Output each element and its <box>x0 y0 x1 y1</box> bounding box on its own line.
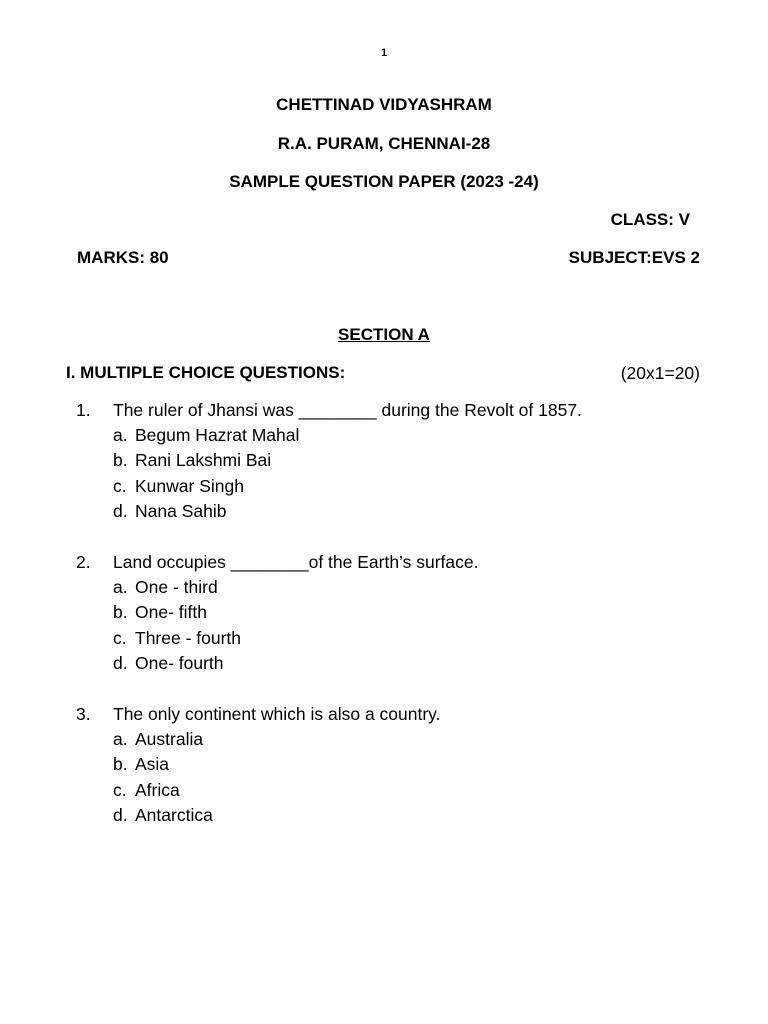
option-text: Africa <box>135 779 180 800</box>
option-letter: c. <box>113 779 127 800</box>
option-letter: b. <box>113 602 128 623</box>
option-letter: a. <box>113 577 128 597</box>
option-letter: b. <box>113 754 128 775</box>
question-1 <box>76 398 716 524</box>
option-text: Asia <box>135 754 170 775</box>
option-text: One - third <box>135 577 218 597</box>
option-c <box>76 626 716 651</box>
option-d <box>76 803 716 828</box>
option-letter: d. <box>113 804 128 825</box>
option-text: Australia <box>135 729 204 749</box>
question-text: The ruler of Jhansi was ________ during the Revolt of 1857. <box>113 400 582 420</box>
section-heading: I. MULTIPLE CHOICE QUESTIONS: <box>66 363 346 382</box>
school-name: CHETTINAD VIDYASHRAM <box>276 95 492 114</box>
option-text: Three - fourth <box>135 627 242 648</box>
option-text: Antarctica <box>135 804 213 825</box>
option-b <box>76 600 716 625</box>
question-3 <box>76 702 716 828</box>
section-title: SECTION A <box>338 325 430 344</box>
marks-label: MARKS: 80 <box>77 248 169 267</box>
section-marks: (20x1=20) <box>620 363 700 383</box>
option-letter: a. <box>113 425 128 445</box>
school-address: R.A. PURAM, CHENNAI-28 <box>277 134 491 153</box>
class-label: CLASS: V <box>610 210 690 229</box>
option-letter: a. <box>113 729 128 749</box>
option-letter: d. <box>113 652 128 673</box>
subject-label: SUBJECT:EVS 2 <box>568 248 700 267</box>
option-a <box>76 727 716 752</box>
paper-title: SAMPLE QUESTION PAPER (2023 -24) <box>229 172 539 191</box>
question-text: Land occupies ________of the Earth’s surface. <box>113 552 479 572</box>
question-text: The only continent which is also a country. <box>113 704 441 724</box>
option-letter: b. <box>113 450 128 471</box>
option-text: One- fifth <box>135 602 207 623</box>
option-c <box>76 778 716 803</box>
question-2 <box>76 550 716 676</box>
option-text: Nana Sahib <box>135 500 227 521</box>
option-text: Kunwar Singh <box>135 475 244 496</box>
option-text: Begum Hazrat Mahal <box>135 425 300 445</box>
question-number: 1. <box>76 400 91 420</box>
option-a <box>76 423 716 448</box>
option-letter: c. <box>113 475 127 496</box>
option-letter: c. <box>113 627 127 648</box>
option-text: One- fourth <box>135 652 224 673</box>
question-number: 2. <box>76 552 91 572</box>
option-a <box>76 575 716 600</box>
question-number: 3. <box>76 704 91 724</box>
page-number: 1 <box>380 47 388 59</box>
option-letter: d. <box>113 500 128 521</box>
option-b <box>76 752 716 777</box>
option-b <box>76 448 716 473</box>
option-d <box>76 651 716 676</box>
option-c <box>76 474 716 499</box>
option-d <box>76 499 716 524</box>
option-text: Rani Lakshmi Bai <box>135 450 272 471</box>
